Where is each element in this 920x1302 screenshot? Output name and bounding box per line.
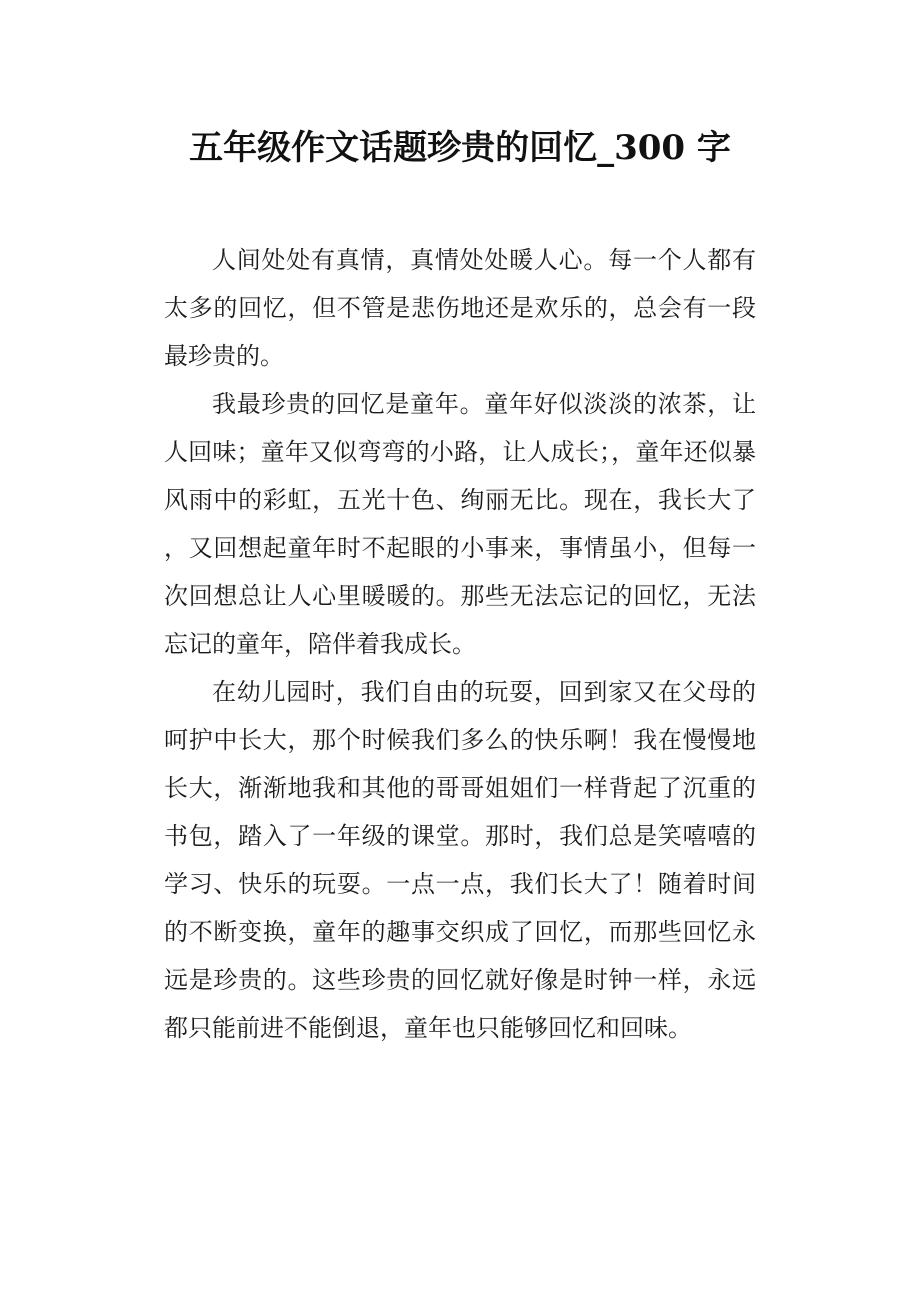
paragraph-2: 我最珍贵的回忆是童年。童年好似淡淡的浓茶，让人回味；童年又似弯弯的小路，让人成长；，童年还似暴风雨中的彩虹，五光十色、绚丽无比。现在，我长大了，又回想起童年时不起眼的小事来，事情虽小，但每一次回想总让人心里暖暖的。那些无法忘记的回忆，无法忘记的童年，陪伴着我成长。 — [164, 390, 756, 658]
paragraph-1: 人间处处有真情，真情处处暖人心。每一个人都有太多的回忆，但不管是悲伤地还是欢乐的，总会有一段最珍贵的。 — [164, 246, 756, 370]
paragraph-3: 在幼儿园时，我们自由的玩耍，回到家又在父母的呵护中长大，那个时候我们多么的快乐啊！我在慢慢地长大，渐渐地我和其他的哥哥姐姐们一样背起了沉重的书包，踏入了一年级的课堂。那时，我们总是笑嘻嘻的学习、快乐的玩耍。一点一点，我们长大了！随着时间的不断变换，童年的趣事交织成了回忆，而那些回忆永远是珍贵的。这些珍贵的回忆就好像是时钟一样，永远都只能前进不能倒退，童年也只能够回忆和回味。 — [164, 678, 756, 1042]
document-body — [164, 236, 756, 1052]
document-title: 五年级作文话题珍贵的回忆_300 字 — [189, 128, 731, 168]
